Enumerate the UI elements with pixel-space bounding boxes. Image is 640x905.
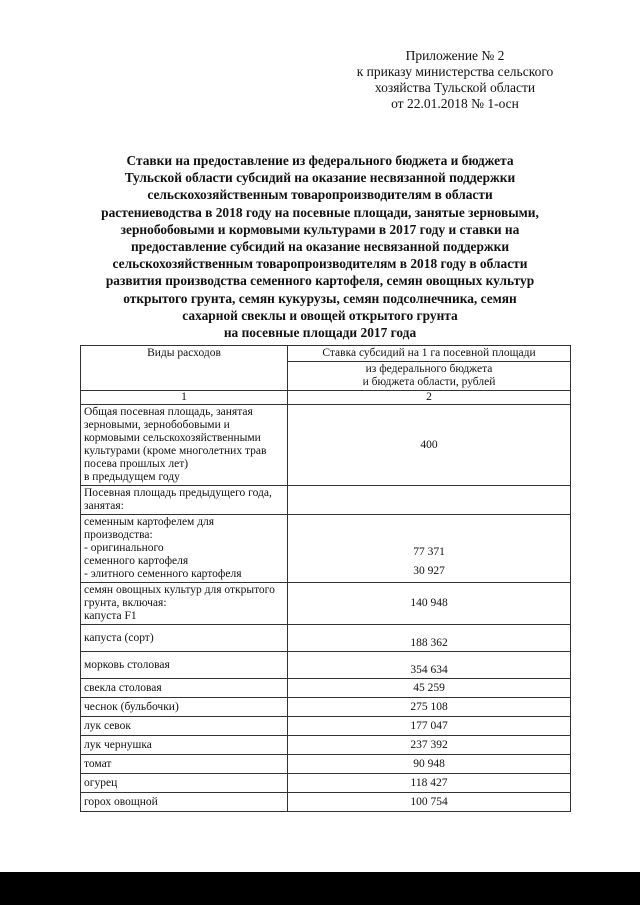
row-value: 188 362 [288,625,571,652]
title-line: сахарной свеклы и овощей открытого грунта [182,307,458,323]
potato-elite-value: 30 927 [413,565,445,577]
row-value: 275 108 [288,698,571,717]
scan-bottom-edge [0,872,640,905]
potato-original-value: 77 371 [413,546,445,558]
document-title [78,152,562,341]
row-label: морковь столовая [81,652,288,679]
label-line: семенным картофелем для [84,516,215,528]
table-row [81,736,571,755]
col2-header-b1: из федерального бюджета [365,363,493,375]
row-label: лук чернушка [81,736,288,755]
row-label: свекла столовая [81,679,288,698]
row-value: 237 392 [288,736,571,755]
label-line: Посевная площадь предыдущего года, [84,487,272,499]
label-line: в предыдущем году [84,471,180,483]
table-row [81,583,571,625]
title-line: сельскохозяйственным товаропроизводителям в области [147,187,493,203]
col2-header-a: Ставка субсидий на 1 га посевной площади [288,346,571,362]
annex-number: Приложение № 2 [405,48,505,63]
label-line: - оригинального [84,542,164,554]
row-label: капуста (сорт) [81,625,288,652]
title-line: Ставки на предоставление из федерального бюджета и бюджета [126,153,514,168]
row-total-value: 400 [288,405,571,486]
table-header-row [81,346,571,362]
label-line: семенного картофеля [84,555,189,567]
label-line: занятая: [84,500,124,512]
label-line: грунта, включая: [84,597,167,609]
row-value: 177 047 [288,717,571,736]
row-prev-value [288,486,571,515]
label-line: семян овощных культур для открытого [84,584,275,596]
row-value: 90 948 [288,755,571,774]
col2-header-b [288,362,571,391]
table-row [81,625,571,652]
title-line: зернобобовыми и кормовыми культурами в 2017 году и ставки на [120,221,520,237]
row-value: 118 427 [288,774,571,793]
row-label: лук севок [81,717,288,736]
row-potato-label [81,515,288,583]
row-value: 354 634 [288,652,571,679]
row-veg-label [81,583,288,625]
row-total-label [81,405,288,486]
row-value: 100 754 [288,793,571,812]
title-line: Тульской области субсидий на оказание несвязанной поддержки [124,170,516,186]
label-line: кормовыми сельскохозяйственными [84,432,261,444]
table-row [81,774,571,793]
row-label: горох овощной [81,793,288,812]
label-line: зерновыми, зернобобовыми и [84,419,230,431]
table-row [81,717,571,736]
row-label: чеснок (бульбочки) [81,698,288,717]
table-row [81,486,571,515]
label-line: Общая посевная площадь, занятая [84,406,253,418]
column-number-row [81,391,571,405]
table-row [81,405,571,486]
title-line: на посевные площади 2017 года [223,325,417,341]
title-line: предоставление субсидий на оказание несвязанной поддержки [130,239,510,255]
col-num-2: 2 [288,391,571,405]
row-prev-label [81,486,288,515]
table-row [81,515,571,583]
table-row [81,652,571,679]
table-row [81,698,571,717]
annex-header [330,48,580,112]
row-label: огурец [81,774,288,793]
row-label: томат [81,755,288,774]
label-line: культурами (кроме многолетних трав [84,445,267,457]
title-line: открытого грунта, семян кукурузы, семян подсолнечника, семян [123,290,517,306]
subsidy-rates-table [80,345,571,812]
annex-order-ref: к приказу министерства сельского [356,64,554,79]
title-line: растениеводства в 2018 году на посевные площади, занятые зерновыми, [101,204,539,220]
annex-ministry: хозяйства Тульской области [374,80,536,95]
label-line: посева прошлых лет) [84,458,189,470]
row-potato-values [288,515,571,583]
title-line: сельскохозяйственным товаропроизводителям в 2018 году в области [112,256,528,272]
table-row [81,793,571,812]
row-value: 45 259 [288,679,571,698]
col1-header: Виды расходов [81,346,288,391]
col2-header-b2: и бюджета области, рублей [362,376,496,388]
col-num-1: 1 [81,391,288,405]
row-veg-value: 140 948 [288,583,571,625]
annex-date: от 22.01.2018 № 1-осн [391,96,519,111]
label-line: - элитного семенного картофеля [84,568,242,580]
label-line: капуста F1 [84,610,137,622]
table-row [81,755,571,774]
table-row [81,679,571,698]
title-line: развития производства семенного картофеля, семян овощных культур [105,273,535,289]
label-line: производства: [84,529,153,541]
